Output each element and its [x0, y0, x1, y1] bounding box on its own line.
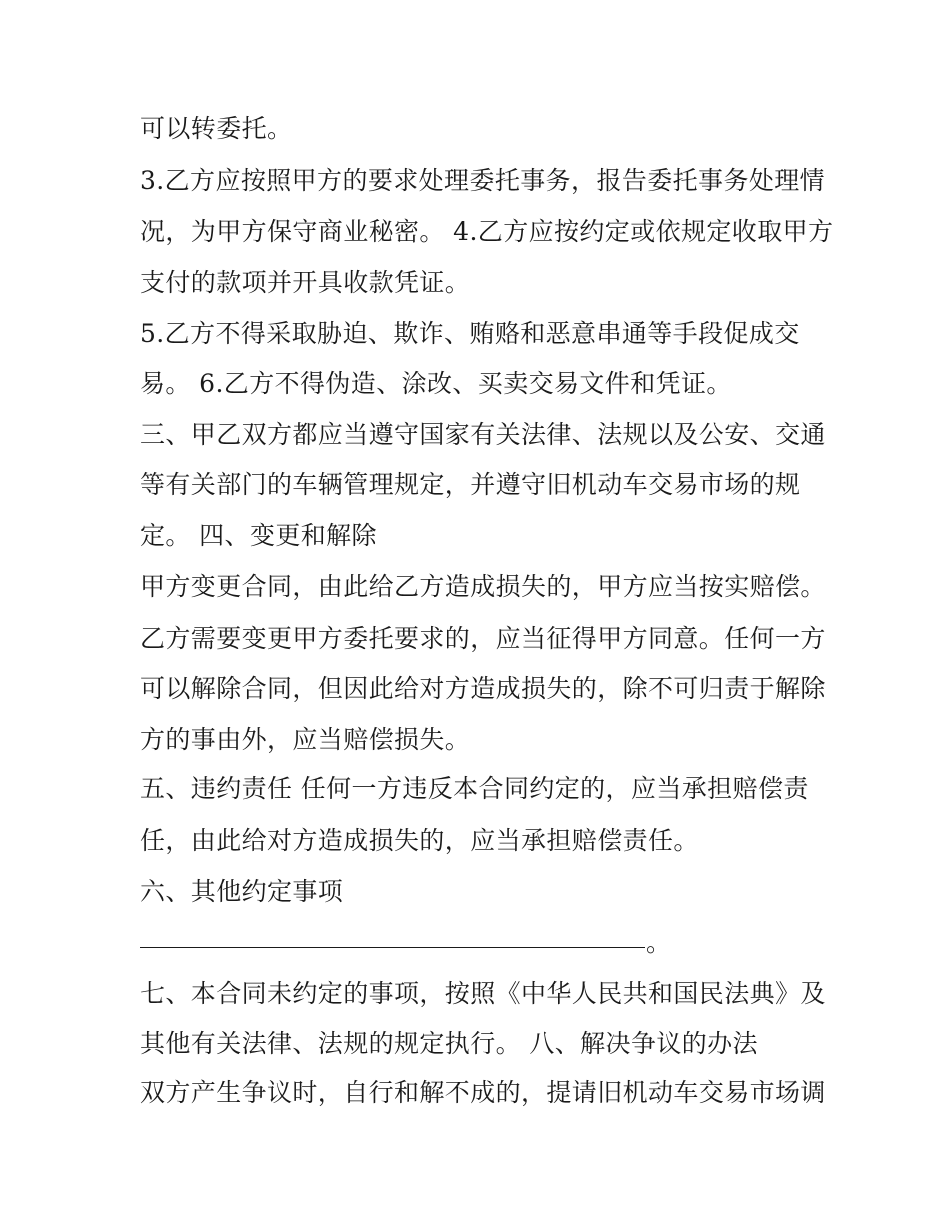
- text-line: 六、其他约定事项: [140, 877, 344, 906]
- text-line: 甲方变更合同，由此给乙方造成损失的，甲方应当按实赔偿。: [140, 572, 826, 601]
- text-line: 定。 四、变更和解除: [140, 521, 377, 550]
- fill-in-blank-line: [140, 947, 645, 948]
- text-line: 方的事由外，应当赔偿损失。: [140, 725, 471, 754]
- text-line: 任，由此给对方造成损失的，应当承担赔偿责任。: [140, 826, 699, 855]
- blank-period: 。: [646, 928, 672, 957]
- text-line: 其他有关法律、法规的规定执行。 八、解决争议的办法: [140, 1029, 758, 1058]
- text-line: 可以解除合同，但因此给对方造成损失的，除不可归责于解除: [140, 674, 826, 703]
- text-line: 乙方需要变更甲方委托要求的，应当征得甲方同意。任何一方: [140, 624, 826, 653]
- text-line: 五、违约责任 任何一方违反本合同约定的，应当承担赔偿责: [140, 774, 809, 803]
- text-line: 可以转委托。: [140, 114, 293, 143]
- text-line: 三、甲乙双方都应当遵守国家有关法律、法规以及公安、交通: [140, 420, 826, 449]
- text-line: 七、本合同未约定的事项，按照《中华人民共和国民法典》及: [140, 979, 826, 1008]
- text-line: 支付的款项并开具收款凭证。: [140, 268, 471, 297]
- text-line: 易。 6.乙方不得伪造、涂改、买卖交易文件和凭证。: [140, 369, 732, 398]
- text-line: 况，为甲方保守商业秘密。 4.乙方应按约定或依规定收取甲方: [140, 217, 834, 246]
- text-line: 双方产生争议时，自行和解不成的，提请旧机动车交易市场调: [140, 1078, 826, 1107]
- text-line: 等有关部门的车辆管理规定，并遵守旧机动车交易市场的规: [140, 470, 801, 499]
- text-line: 5.乙方不得采取胁迫、欺诈、贿赂和恶意串通等手段促成交: [140, 319, 800, 348]
- text-line: 3.乙方应按照甲方的要求处理委托事务，报告委托事务处理情: [140, 166, 826, 195]
